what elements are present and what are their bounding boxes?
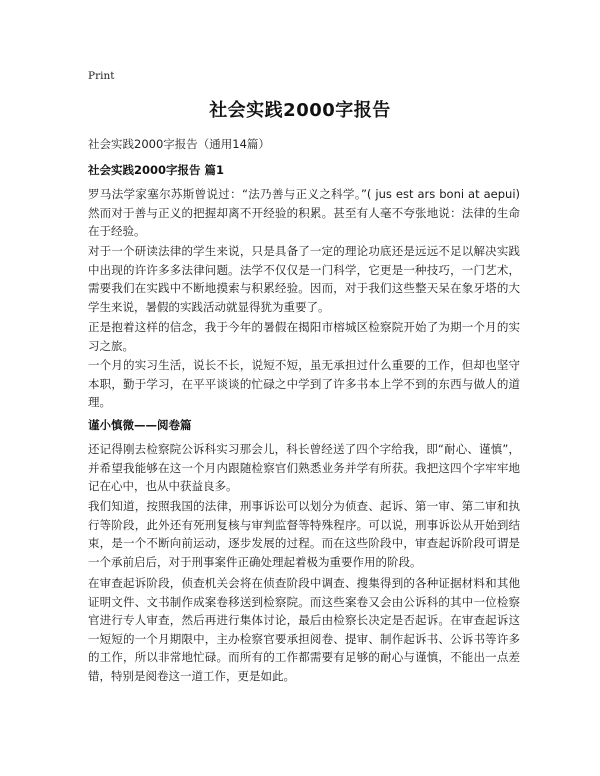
page-title: 社会实践2000字报告 — [209, 100, 391, 121]
paragraph: 还记得刚去检察院公诉科实习那会儿，科长曾经送了四个字给我，即“耐心、谨慎”，并希望我能够在这一个月内跟随检察官们熟悉业务并学有所获。我把这四个字牢牢地记在心中，也从中获益良多。 — [88, 442, 520, 493]
paragraph: 我们知道，按照我国的法律，刑事诉讼可以划分为侦查、起诉、第一审、第二审和执行等阶段，此外还有死刑复核与审判监督等特殊程序。可以说，刑事诉讼从开始到结束，是一个不断向前运动，逐步发展的过程。而在这些阶段中，审查起诉阶段可谓是一个承前启后，对于刑事案件正确处理起着极为重要作用的阶段。 — [88, 499, 520, 569]
paragraph: 在审查起诉阶段，侦查机关会将在侦查阶段中调查、搜集得到的各种证据材料和其他证明文件、文书制作成案卷移送到检察院。而这些案卷又会由公诉科的其中一位检察官进行专人审查，然后再进行集体讨论，最后由检察长决定是否起诉。在审查起诉这一短短的一个月期限中，主办检察官要承担阅卷、提审、制作起诉书、公诉书等许多的工作，所以非常地忙碌。而所有的工作都需要有足够的耐心与谨慎，不能出一点差错，特别是阅卷这一道工作，更是如此。 — [88, 576, 520, 683]
paragraph: 正是抱着这样的信念，我于今年的暑假在揭阳市榕城区检察院开始了为期一个月的实习之旅。 — [88, 320, 520, 353]
paragraph: 罗马法学家塞尔苏斯曾说过：“法乃善与正义之科学。”( jus est ars boni at aepui) 然而对于善与正义的把握却离不开经验的积累。甚至有人毫不夸张地说：法律的生命在于经验。 — [88, 187, 520, 238]
document-subtitle: 社会实践2000字报告（通用14篇） — [88, 137, 270, 151]
paragraph: 一个月的实习生活，说长不长，说短不短，虽无承担过什么重要的工作，但却也坚守本职，勤于学习，在平平谈谈的忙碌之中学到了许多书本上学不到的东西与做人的道理。 — [88, 358, 520, 409]
section-heading-1: 社会实践2000字报告 篇1 — [88, 163, 225, 177]
print-label: Print — [88, 70, 115, 82]
paragraph: 对于一个研读法律的学生来说，只是具备了一定的理论功底还是远远不足以解决实践中出现的许许多多法律问题。法学不仅仅是一门科学，它更是一种技巧，一门艺术，需要我们在实践中不断地摸索与积累经验。因而，对于我们这些整天呆在象牙塔的大学生来说，暑假的实践活动就显得犹为重要了。 — [88, 244, 520, 314]
section-heading-2: 谨小慎微——阅卷篇 — [88, 418, 192, 432]
